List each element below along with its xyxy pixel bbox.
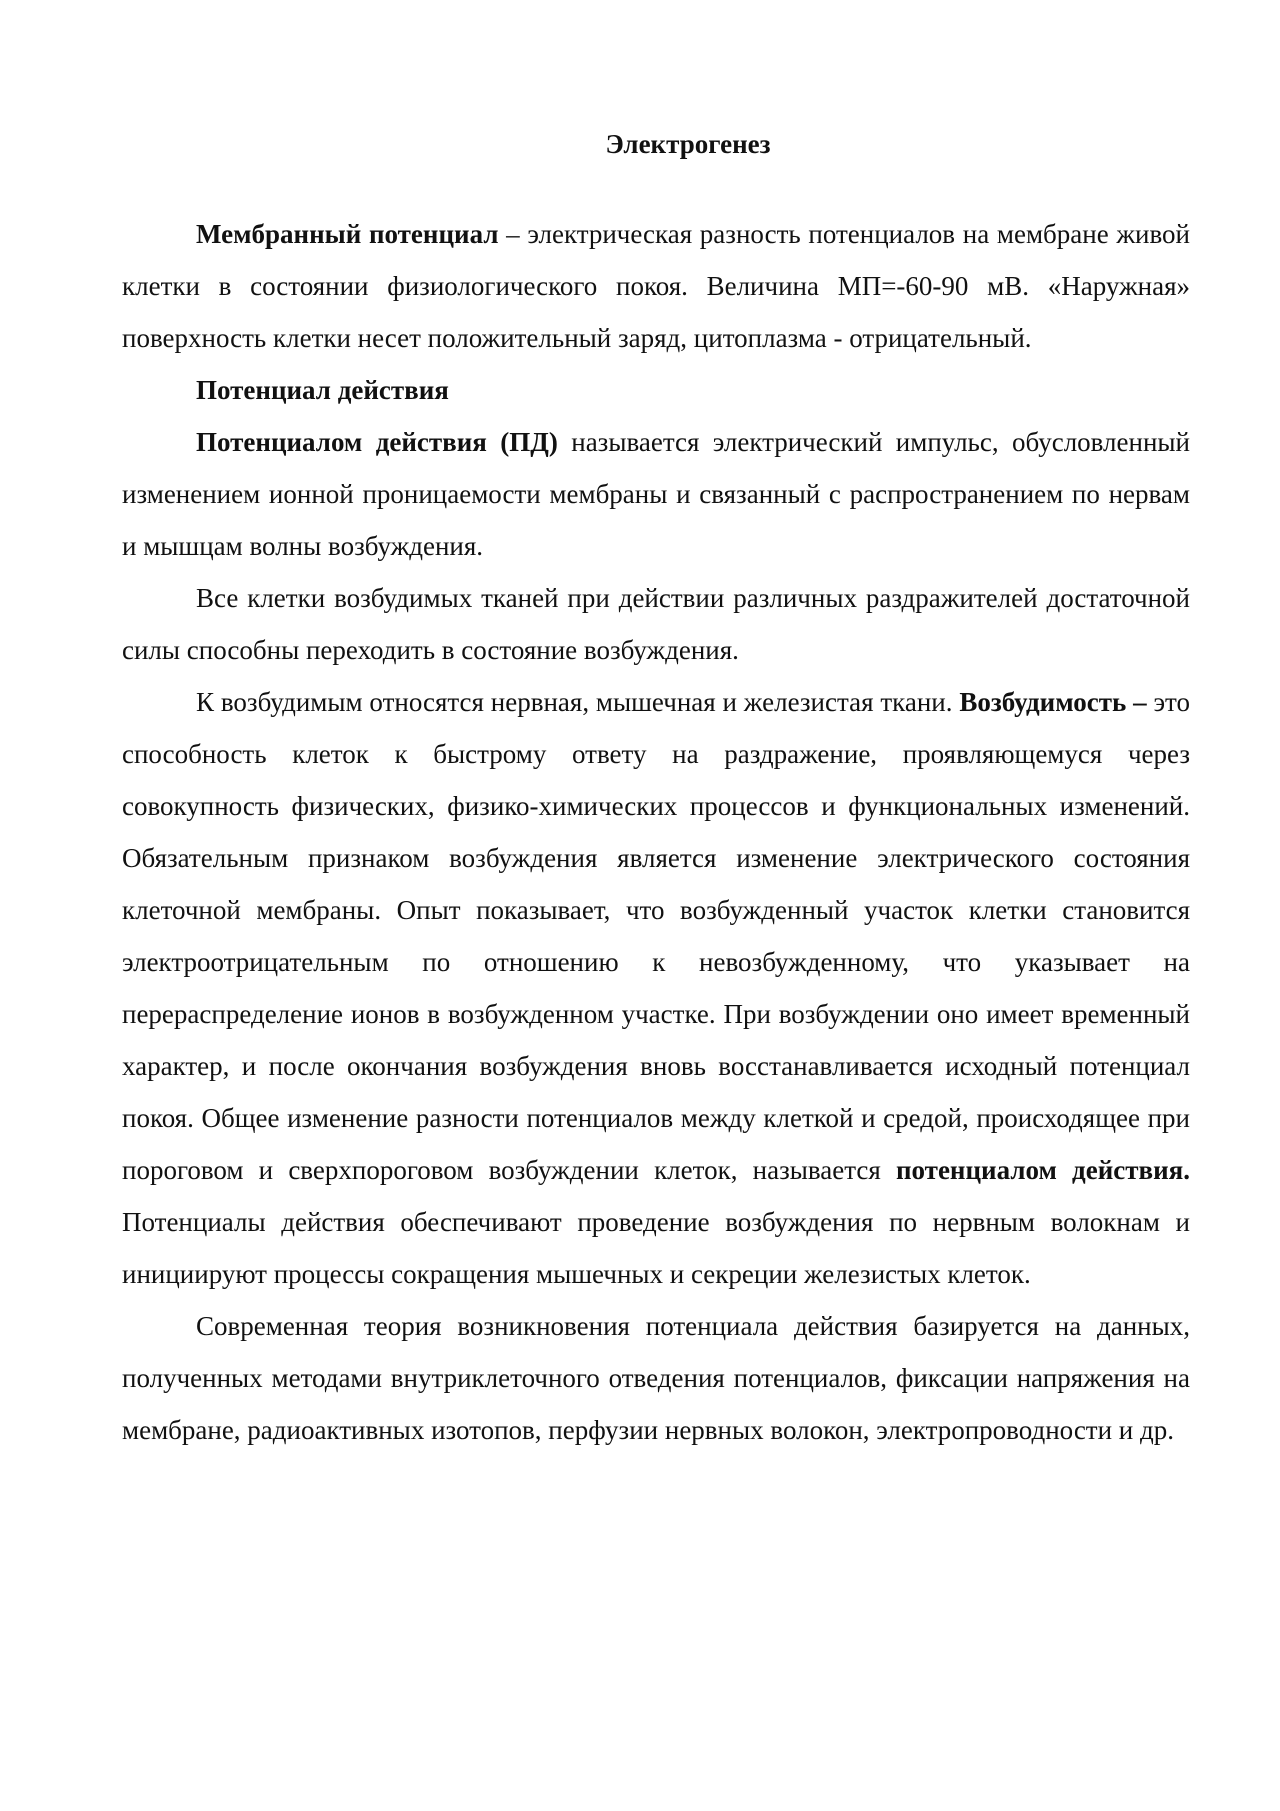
paragraph-modern-theory: Современная теория возникновения потенциала действия базируется на данных, полученных методами внутриклеточного отведения потенциалов, фиксации напряжения на мембране, радиоактивных изотопов, перфузии нервных волокон, электропроводности и др.	[122, 1311, 1190, 1445]
page-title: Электрогенез	[605, 129, 771, 159]
term-action-potential-inline: потенциалом действия.	[895, 1155, 1190, 1185]
paragraph-text: Потенциалы действия обеспечивают проведение возбуждения по нервным волокнам и инициируют процессы сокращения мышечных и секреции железистых клеток.	[122, 1207, 1190, 1289]
paragraph-text: это способность клеток к быстрому ответу на раздражение, проявляющемуся через совокупность физических, физико-химических процессов и функциональных изменений. Обязательным признаком возбуждения является изменение электрического состояния клеточной мембраны. Опыт показывает, что возбужденный участок клетки становится электроотрицательным по отношению к невозбужденному, что указывает на перераспределение ионов в возбужденном участке. При возбуждении оно имеет временный характер, и после окончания возбуждения вновь восстанавливается исходный потенциал покоя. Общее изменение разности потенциалов между клеткой и средой, происходящее при пороговом и сверхпороговом возбуждении клеток, называется	[122, 687, 1190, 1185]
term-excitability: Возбудимость –	[959, 687, 1147, 717]
term-membrane-potential: Мембранный потенциал	[196, 219, 499, 249]
paragraph-text: называется электрический импульс, обусловленный изменением ионной проницаемости мембраны и связанный с распространением по нервам и мышцам волны возбуждения.	[122, 427, 1190, 561]
paragraph-membrane-potential	[122, 208, 1190, 364]
paragraph-text: – электрическая разность потенциалов на мембране живой клетки в состоянии физиологического покоя. Величина МП=-60-90 мВ. «Наружная» поверхность клетки несет положительный заряд, цитоплазма - отрицательный.	[122, 219, 1191, 353]
heading-action-potential: Потенциал действия	[196, 375, 449, 405]
paragraph-text: К возбудимым относятся нервная, мышечная и железистая ткани.	[196, 687, 960, 717]
term-action-potential: Потенциалом действия (ПД)	[196, 427, 558, 457]
document-body	[122, 118, 1190, 1456]
paragraph-excitability	[122, 676, 1190, 1300]
paragraph-excitable-cells: Все клетки возбудимых тканей при действии различных раздражителей достаточной силы способны переходить в состояние возбуждения.	[122, 583, 1190, 665]
paragraph-action-potential-definition	[122, 416, 1190, 572]
